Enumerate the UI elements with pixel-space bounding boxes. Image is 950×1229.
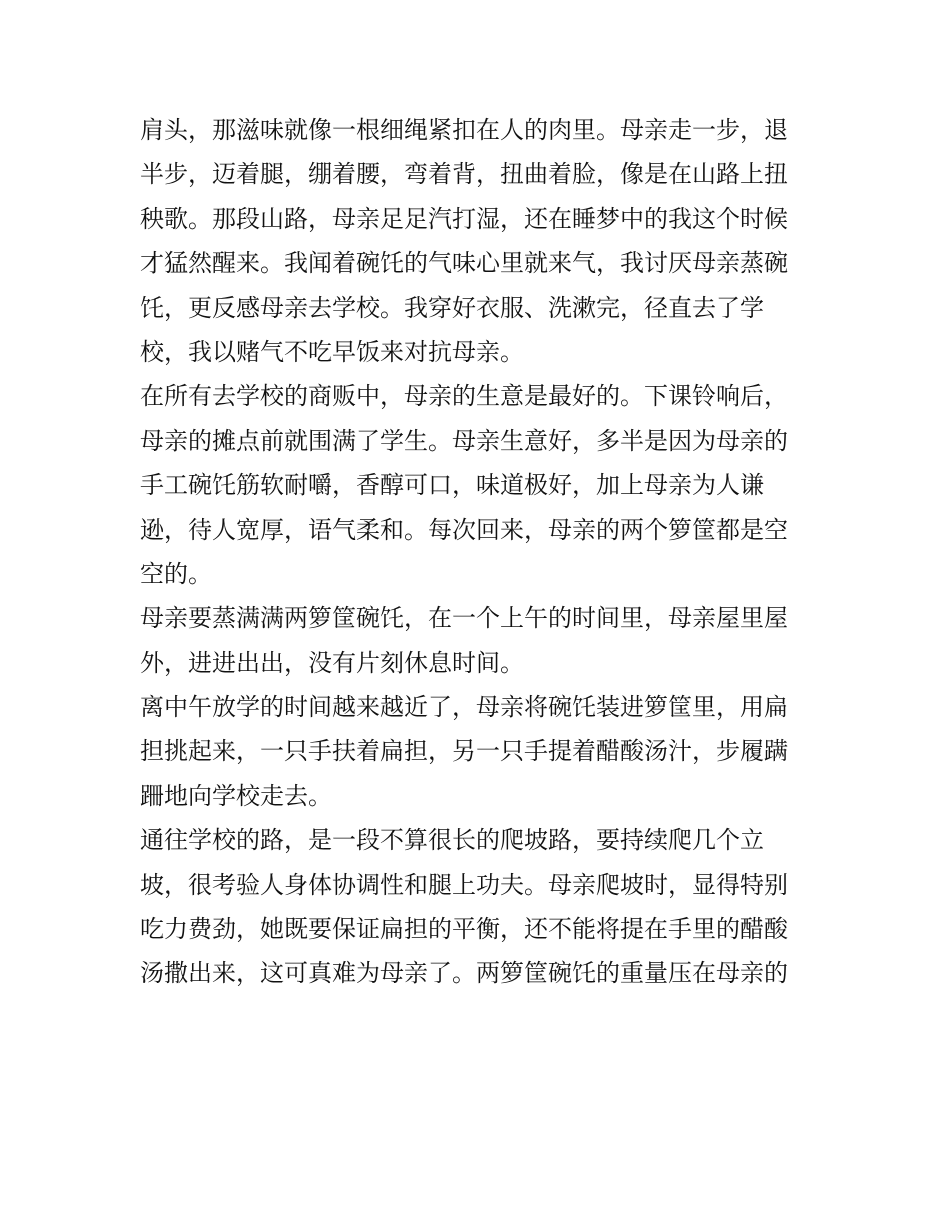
text-line: 汤撒出来，这可真难为母亲了。两箩筐碗饦的重量压在母亲的 [140, 959, 788, 988]
text-line: 半步，迈着腿，绷着腰，弯着背，扭曲着脸，像是在山路上扭 [140, 160, 788, 189]
text-line: 吃力费劲，她既要保证扁担的平衡，还不能将提在手里的醋酸 [140, 915, 788, 944]
text-line: 校，我以赌气不吃早饭来对抗母亲。 [140, 337, 524, 366]
text-line: 空的。 [140, 559, 212, 588]
text-line: 逊，待人宽厚，语气柔和。每次回来，母亲的两个箩筐都是空 [140, 515, 788, 544]
text-line: 母亲的摊点前就围满了学生。母亲生意好，多半是因为母亲的 [140, 426, 788, 455]
text-line: 母亲要蒸满满两箩筐碗饦，在一个上午的时间里，母亲屋里屋 [140, 604, 788, 633]
text-line: 外，进进出出，没有片刻休息时间。 [140, 648, 524, 677]
text-line: 饦，更反感母亲去学校。我穿好衣服、洗漱完，径直去了学 [140, 293, 764, 322]
text-line: 通往学校的路，是一段不算很长的爬坡路，要持续爬几个立 [140, 826, 764, 855]
text-line: 才猛然醒来。我闻着碗饦的气味心里就来气，我讨厌母亲蒸碗 [140, 249, 788, 278]
text-line: 担挑起来，一只手扶着扁担，另一只手提着醋酸汤汁，步履蹒 [140, 737, 788, 766]
body-text [140, 108, 820, 996]
text-line: 手工碗饦筋软耐嚼，香醇可口，味道极好，加上母亲为人谦 [140, 471, 764, 500]
text-line: 在所有去学校的商贩中，母亲的生意是最好的。下课铃响后， [140, 382, 788, 411]
text-line: 跚地向学校走去。 [140, 781, 332, 810]
text-line: 肩头，那滋味就像一根细绳紧扣在人的肉里。母亲走一步，退 [140, 116, 788, 144]
text-line: 秧歌。那段山路，母亲足足汽打湿，还在睡梦中的我这个时候 [140, 204, 788, 233]
text-line: 坡，很考验人身体协调性和腿上功夫。母亲爬坡时，显得特别 [140, 870, 788, 899]
text-line: 离中午放学的时间越来越近了，母亲将碗饦装进箩筐里，用扁 [140, 693, 788, 722]
